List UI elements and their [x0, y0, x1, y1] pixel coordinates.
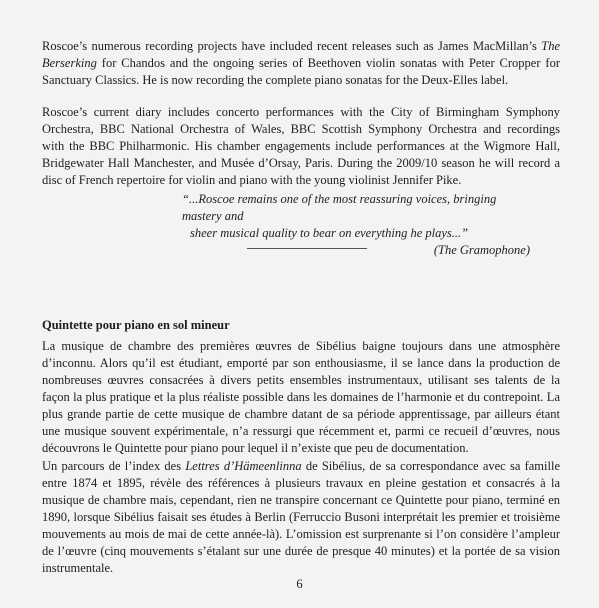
text-line: Sanctuary Classics. He is now recording the complete piano sonatas for the Deux-Elles label. [42, 73, 509, 87]
text-line: Roscoe’s current diary includes concerto performances with the City of Birmingham Symphony [42, 105, 560, 119]
text-line: entre 1874 et 1895, révèle des références à plusieurs travaux en pleine gestation et consacrés à la [42, 476, 560, 490]
text-line: musique de chambre mais, cependant, rien ne transpire concernant ce Quintette pour piano, terminé en [42, 493, 560, 507]
paragraph-letters [42, 458, 560, 577]
text-line: 1890, lorsque Sibélius faisait ses études à Berlin (Ferruccio Busoni interprétait les premier et troisième [42, 510, 560, 524]
paragraph-chamber-music [42, 338, 560, 457]
quote-line: sheer musical quality to bear on everything he plays...” [190, 226, 469, 240]
text-line: La musique de chambre des premières œuvres de Sibélius baigne toujours dans une atmosphère [42, 339, 560, 353]
text-line: nombreuses œuvres consacrées à divers petits ensembles instrumentaux, utilisant ses talents de la [42, 373, 560, 387]
section-heading: Quintette pour piano en sol mineur [42, 318, 230, 332]
text-line: disc of French repertoire for violin and piano with the young violinist Jennifer Pike. [42, 173, 462, 187]
text-line: Berserking for Chandos and the ongoing series of Beethoven violin sonatas with Peter Cropper for [42, 56, 561, 70]
paragraph-recordings [42, 38, 560, 89]
text-line: plus grande partie de cette musique de chambre datant de sa période apprentissage, par ailleurs étant [42, 407, 560, 421]
text-line: une musique souvent expérimentale, n’a ressurgi que récemment et, parmi ce recueil d’œuvres, nous [42, 424, 560, 438]
text-line: Bridgewater Hall Manchester, and Musée d’Orsay, Paris. During the 2009/10 season he will record a [42, 156, 560, 170]
page-number: 6 [296, 577, 303, 591]
text-line: façon la plus pratique et la plus réaliste possible dans les domaines de l’harmonie et du contrepoint. La [42, 390, 560, 404]
text-line: découvrons le Quintette pour piano pour lequel il n’existe que peu de documentation. [42, 441, 469, 455]
paragraph-diary [42, 104, 560, 189]
quote-line: “...Roscoe remains one of the most reassuring voices, bringing mastery and [182, 192, 497, 223]
text-line: instrumentale. [42, 561, 114, 575]
text-line: with the BBC Philharmonic. His chamber engagements include performances at the Wigmore Hall, [42, 139, 560, 153]
section-divider [247, 248, 367, 249]
text-line: d’inconnu. Alors qu’il est étudiant, emporté par son enthousiasme, il se lance dans la production de [42, 356, 560, 370]
text-line: Roscoe’s numerous recording projects have included recent releases such as James MacMillan’s The [42, 39, 560, 53]
text-line: Un parcours de l’index des Lettres d’Hämeenlinna de Sibélius, de sa correspondance avec sa famille [42, 459, 560, 473]
text-line: de l’œuvre (cinq mouvements s’étalant sur une durée de presque 40 minutes) et la portée de sa vision [42, 544, 560, 558]
text-line: mouvements au mois de mai de cette année-là). L’omission est surprenante si l’on considère l’ampleur [42, 527, 560, 541]
text-line: Orchestra, BBC National Orchestra of Wales, BBC Scottish Symphony Orchestra and recordings [42, 122, 560, 136]
quote-source: (The Gramophone) [433, 243, 530, 257]
